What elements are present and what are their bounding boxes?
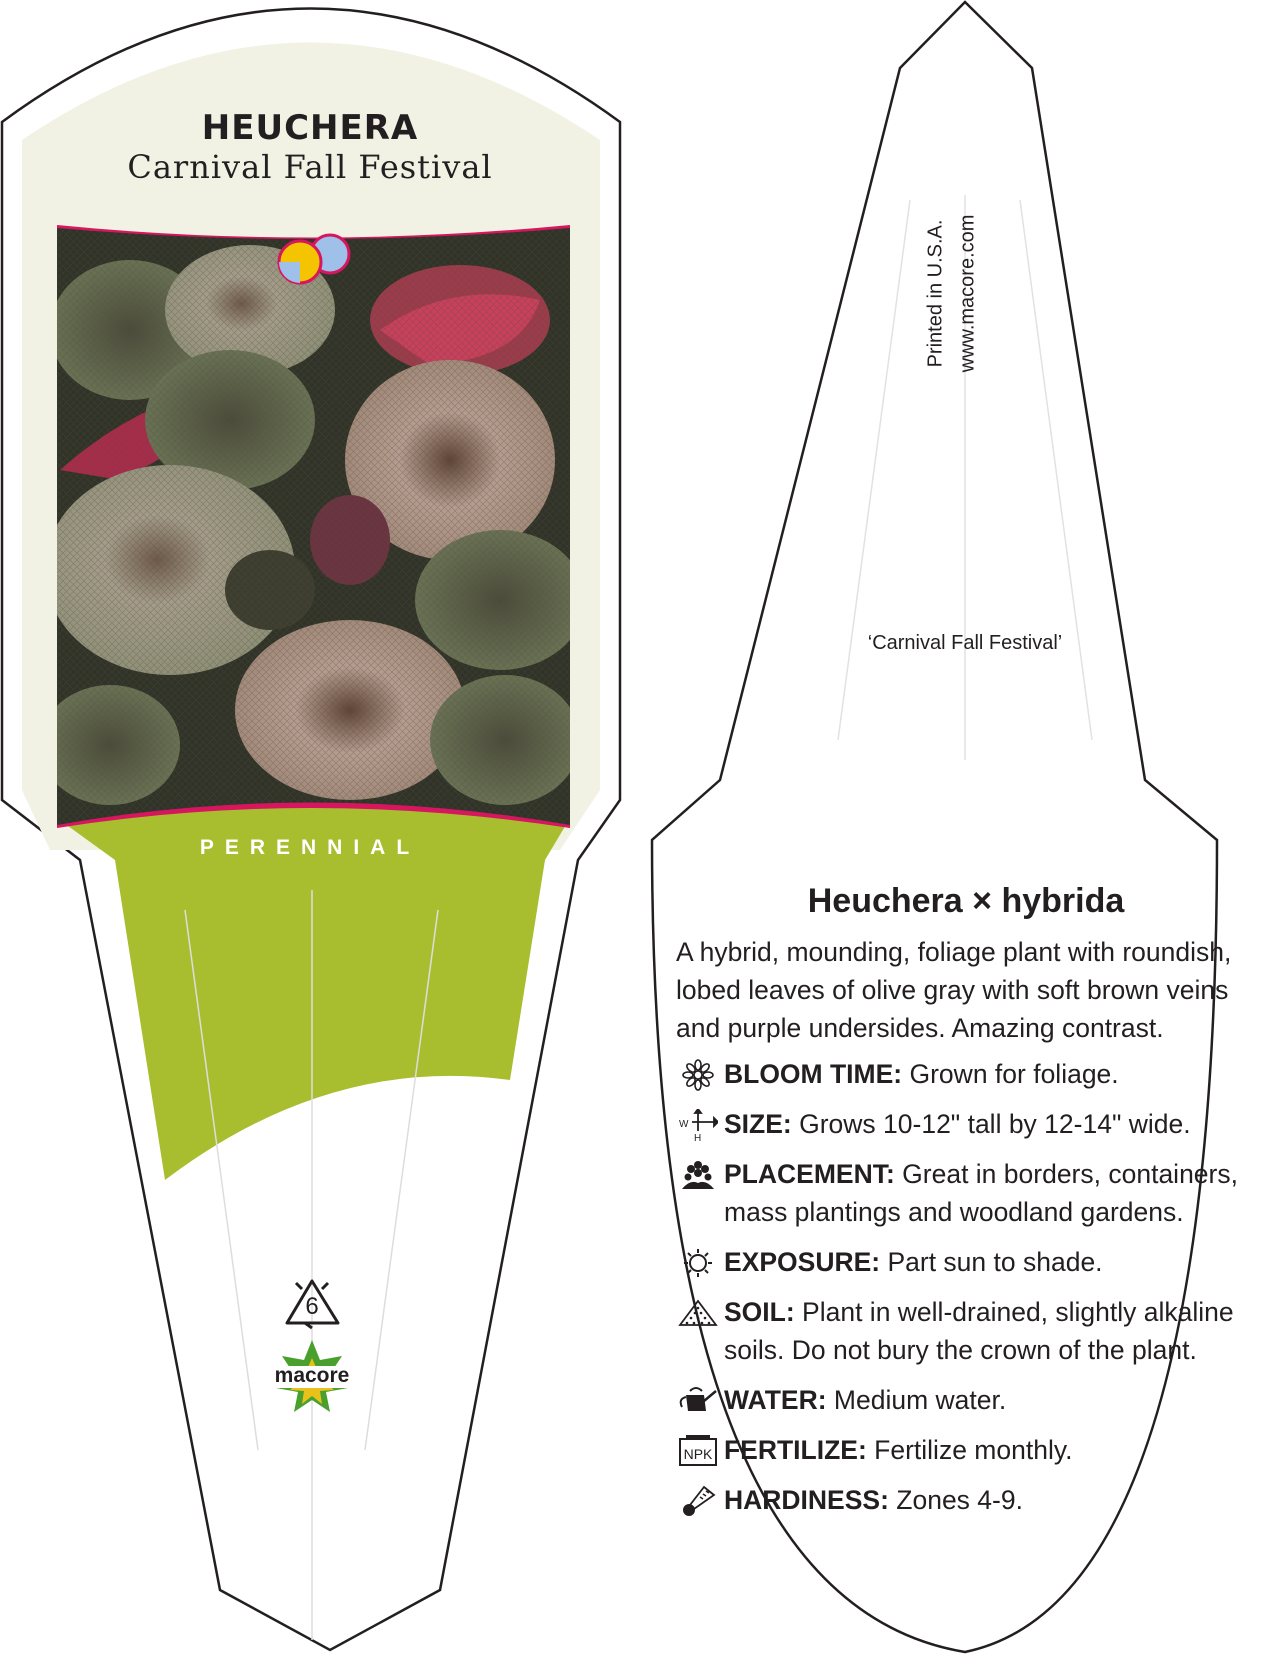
back-cultivar-name: ‘Carnival Fall Festival’ [867,632,1063,654]
attr-label: FERTILIZE: [724,1435,867,1465]
front-genus-title: HEUCHERA [201,108,419,148]
sun-icon [678,1247,718,1279]
attr-label: SIZE: [724,1109,792,1139]
thermometer-icon [678,1485,718,1517]
attr-label: BLOOM TIME: [724,1059,903,1089]
npk-icon-text: NPK [683,1446,713,1462]
plant-description: A hybrid, mounding, foliage plant with roundish, lobed leaves of olive gray with soft brown veins and purple undersides. Amazing contrast. [676,937,1232,1043]
size-icon-w: W [679,1119,689,1130]
website-text: www.macore.com [956,214,979,373]
soil-icon [678,1297,718,1329]
attr-value: Grown for foliage. [909,1059,1119,1089]
size-arrows-icon [678,1109,718,1141]
attr-value: Zones 4-9. [896,1485,1023,1515]
attr-label: EXPOSURE: [724,1247,881,1277]
npk-icon [678,1435,718,1467]
attr-value: Medium water. [833,1385,1007,1415]
macore-logo-text: macore [274,1364,350,1387]
attr-bloom-time [676,1055,1256,1093]
attr-hardiness [676,1481,1256,1519]
size-icon-h: H [694,1133,702,1141]
attr-value: Grows 10-12" tall by 12-14" wide. [799,1109,1191,1139]
attr-water [676,1381,1256,1419]
flower-icon [678,1059,718,1091]
attr-label: WATER: [724,1385,827,1415]
attr-placement [676,1155,1256,1231]
recycle-number: 6 [305,1293,319,1320]
attr-value: Fertilize monthly. [874,1435,1073,1465]
attr-exposure [676,1243,1256,1281]
watering-can-icon [678,1385,718,1417]
care-info [676,882,1256,1531]
attr-soil [676,1293,1256,1369]
attr-label: SOIL: [724,1297,795,1327]
attr-value: Part sun to shade. [887,1247,1103,1277]
attr-label: HARDINESS: [724,1485,889,1515]
category-label: PERENNIAL [199,836,421,859]
attr-fertilize [676,1431,1256,1469]
front-cultivar-title: Carnival Fall Festival [127,148,493,186]
attr-label: PLACEMENT: [724,1159,895,1189]
printed-in-usa: Printed in U.S.A. [924,219,947,368]
attr-size [676,1105,1256,1143]
attr-value: Plant in well-drained, slightly alkaline soils. Do not bury the crown of the plant. [724,1297,1234,1365]
attr-value: Great in borders, containers, mass plantings and woodland gardens. [724,1159,1238,1227]
scientific-name: Heuchera × hybrida [807,882,1125,920]
placement-plants-icon [678,1159,718,1191]
